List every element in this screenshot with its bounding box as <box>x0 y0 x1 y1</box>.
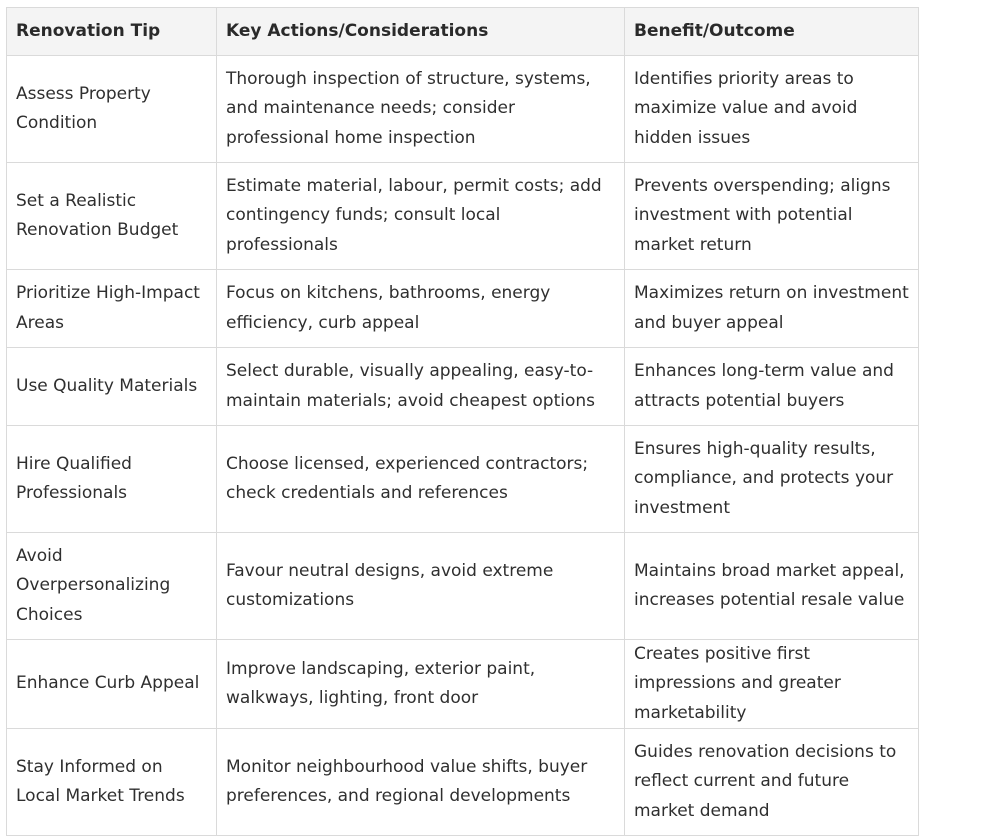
table-row <box>7 163 919 270</box>
cell-key-actions: Thorough inspection of structure, systems, and maintenance needs; consider professional home inspection <box>217 56 625 163</box>
cell-renovation-tip: Assess Property Condition <box>7 56 217 163</box>
cell-benefit: Guides renovation decisions to reflect current and future market demand <box>625 728 919 835</box>
cell-key-actions: Improve landscaping, exterior paint, walkways, lighting, front door <box>217 640 625 729</box>
cell-renovation-tip: Enhance Curb Appeal <box>7 640 217 729</box>
cell-key-actions: Select durable, visually appealing, easy-to-maintain materials; avoid cheapest options <box>217 348 625 426</box>
cell-renovation-tip: Prioritize High-Impact Areas <box>7 270 217 348</box>
cell-renovation-tip: Hire Qualified Professionals <box>7 426 217 533</box>
cell-key-actions: Choose licensed, experienced contractors; check credentials and references <box>217 426 625 533</box>
cell-key-actions: Estimate material, labour, permit costs; add contingency funds; consult local professionals <box>217 163 625 270</box>
table-row <box>7 270 919 348</box>
cell-benefit: Prevents overspending; aligns investment with potential market return <box>625 163 919 270</box>
cell-key-actions: Focus on kitchens, bathrooms, energy efficiency, curb appeal <box>217 270 625 348</box>
cell-benefit: Creates positive first impressions and greater marketability <box>625 640 919 729</box>
cell-benefit: Maximizes return on investment and buyer appeal <box>625 270 919 348</box>
cell-key-actions: Monitor neighbourhood value shifts, buyer preferences, and regional developments <box>217 728 625 835</box>
column-header-benefit: Benefit/Outcome <box>625 8 919 56</box>
renovation-tips-table <box>6 7 919 836</box>
table-row <box>7 426 919 533</box>
table-row <box>7 533 919 640</box>
cell-renovation-tip: Stay Informed on Local Market Trends <box>7 728 217 835</box>
cell-renovation-tip: Avoid Overpersonalizing Choices <box>7 533 217 640</box>
table-header-row <box>7 8 919 56</box>
table-row <box>7 348 919 426</box>
cell-benefit: Ensures high-quality results, compliance, and protects your investment <box>625 426 919 533</box>
cell-renovation-tip: Use Quality Materials <box>7 348 217 426</box>
cell-renovation-tip: Set a Realistic Renovation Budget <box>7 163 217 270</box>
cell-benefit: Identifies priority areas to maximize value and avoid hidden issues <box>625 56 919 163</box>
column-header-renovation-tip: Renovation Tip <box>7 8 217 56</box>
table-row <box>7 640 919 729</box>
table-row <box>7 56 919 163</box>
cell-benefit: Enhances long-term value and attracts potential buyers <box>625 348 919 426</box>
column-header-key-actions: Key Actions/Considerations <box>217 8 625 56</box>
cell-key-actions: Favour neutral designs, avoid extreme customizations <box>217 533 625 640</box>
cell-benefit: Maintains broad market appeal, increases potential resale value <box>625 533 919 640</box>
table-row <box>7 728 919 835</box>
